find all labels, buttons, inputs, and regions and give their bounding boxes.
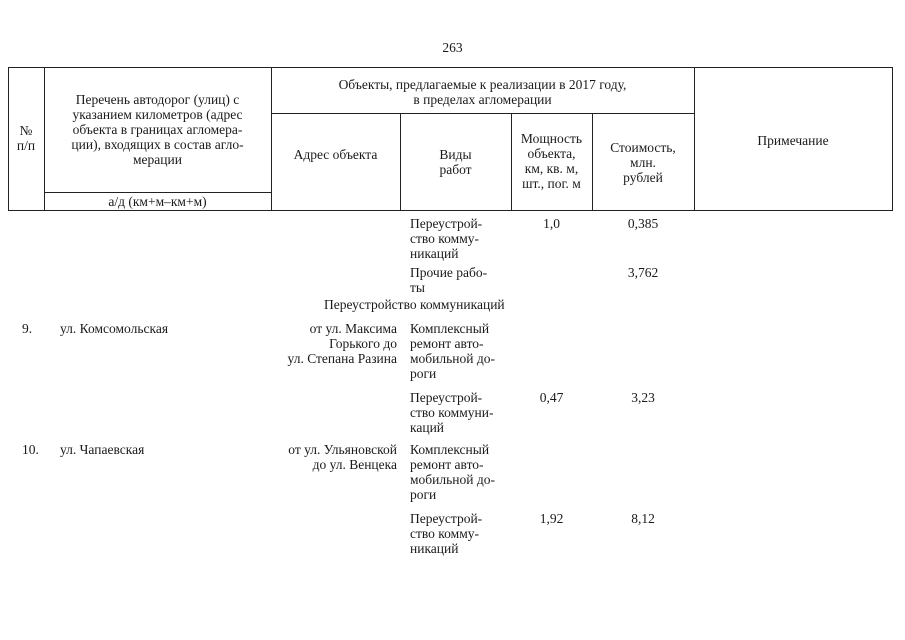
cost-value: 3,762 [627,265,659,280]
road-name: ул. Комсомольская [60,321,169,336]
header-address: Адрес объекта [293,147,378,162]
header-objects-group: Объекты, предлагаемые к реализации в 2017 году, в пределах агломерации [338,77,627,107]
row-number: 9. [22,321,33,336]
capacity-value: 1,92 [539,511,564,526]
header-work-types: Виды работ [439,147,472,177]
capacity-value: 1,0 [543,216,560,231]
header-note: Примечание [757,133,829,148]
cost-value: 3,23 [631,390,655,405]
header-num: № п/п [16,123,36,153]
header-road-list: Перечень автодорог (улиц) с указанием километров (адрес объекта в границах агломера- ции), входящих в состав агло- мерации [71,92,244,167]
cost-value: 8,12 [631,511,655,526]
work-type: Комплексный ремонт авто- мобильной до- роги [410,442,495,502]
object-address: от ул. Максима Горького до ул. Степана Разина [287,321,397,366]
work-type: Переустрой- ство коммуни- каций [410,390,494,435]
work-type: Переустрой- ство комму- никаций [410,511,483,556]
object-address: от ул. Ульяновской до ул. Венцека [288,442,397,472]
work-type: Комплексный ремонт авто- мобильной до- роги [410,321,495,381]
cost-value: 0,385 [627,216,659,231]
header-capacity: Мощность объекта, км, кв. м, шт., пог. м [520,131,583,191]
capacity-value: 0,47 [539,390,564,405]
road-name: ул. Чапаевская [60,442,145,457]
section-caption: Переустройство коммуникаций [324,297,505,312]
header-km-note: а/д (км+м–км+м) [108,194,207,209]
page-number: 263 [442,40,463,55]
row-number: 10. [22,442,39,457]
header-cost: Стоимость, млн. рублей [610,140,676,185]
work-type: Прочие рабо- ты [410,265,488,295]
work-type: Переустрой- ство комму- никаций [410,216,483,261]
